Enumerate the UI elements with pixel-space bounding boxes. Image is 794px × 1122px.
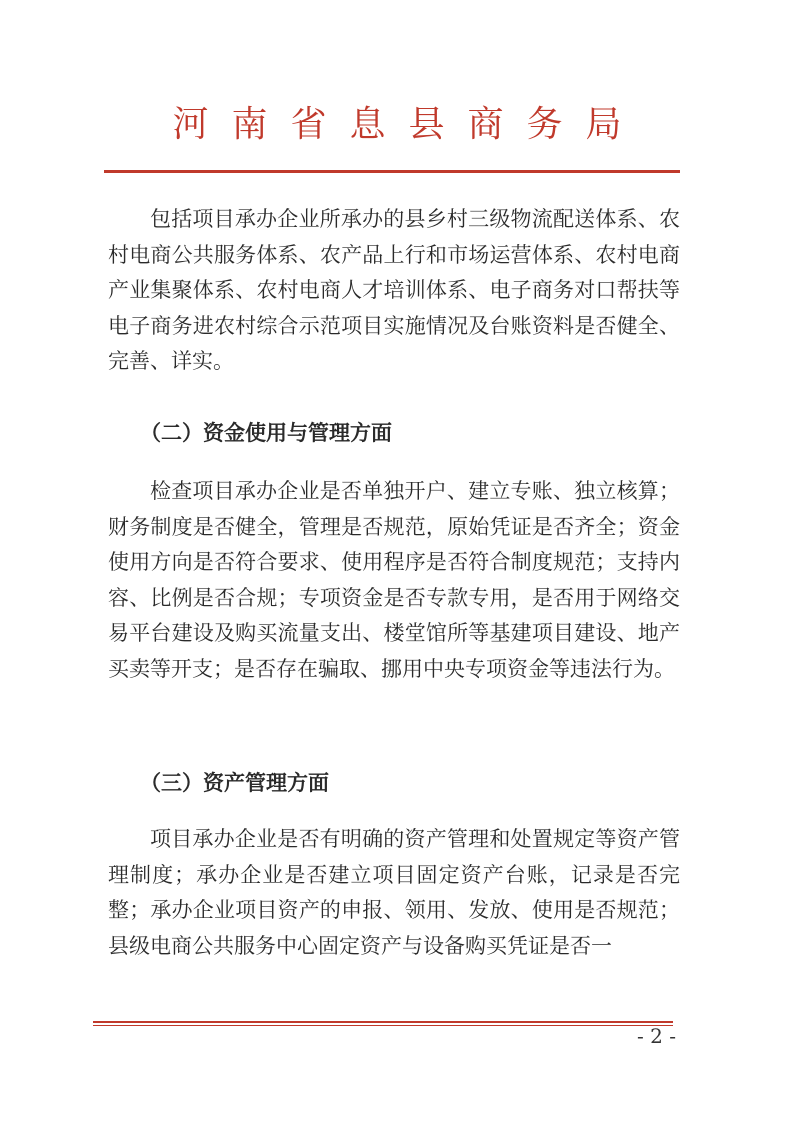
- section-heading-assets: （三）资产管理方面: [140, 770, 329, 795]
- letterhead-title: 河南省息县商务局: [172, 104, 645, 145]
- footer-divider-thin: [93, 1025, 673, 1026]
- letterhead-divider: [104, 170, 680, 173]
- paragraph-asset-management: 项目承办企业是否有明确的资产管理和处置规定等资产管理制度；承办企业是否建立项目固定资产台账，记录是否完整；承办企业项目资产的申报、领用、发放、使用是否规范；县级电商公共服务中心固定资产与设备购买凭证是否一: [108, 827, 680, 958]
- paragraph-funds-inspection: 检查项目承办企业是否单独开户、建立专账、独立核算；财务制度是否健全，管理是否规范，原始凭证是否齐全；资金使用方向是否符合要求、使用程序是否符合制度规范；支持内容、比例是否合规；专项资金是否专款专用，是否用于网络交易平台建设及购买流量支出、楼堂馆所等基建项目建设、地产买卖等开支；是否存在骗取、挪用中央专项资金等违法行为。: [108, 479, 680, 681]
- page-number: - 2 -: [637, 1024, 676, 1048]
- section-heading-funds: （二）资金使用与管理方面: [140, 420, 392, 445]
- footer-divider: [93, 1021, 673, 1023]
- paragraph-project-scope: 包括项目承办企业所承办的县乡村三级物流配送体系、农村电商公共服务体系、农产品上行和市场运营体系、农村电商产业集聚体系、农村电商人才培训体系、电子商务对口帮扶等电子商务进农村综合示范项目实施情况及台账资料是否健全、完善、详实。: [108, 207, 680, 373]
